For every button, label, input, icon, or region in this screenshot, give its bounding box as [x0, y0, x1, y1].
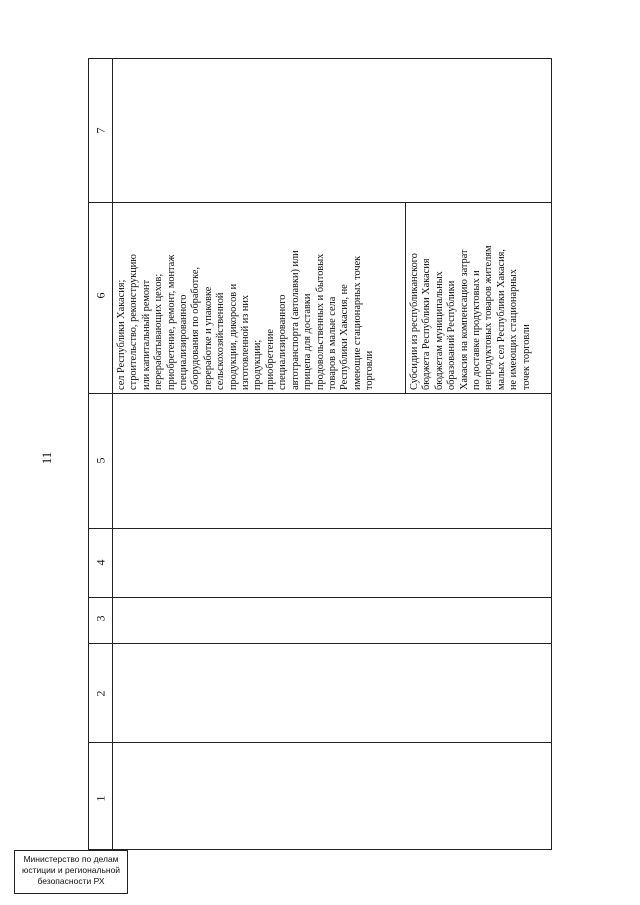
column-header-7: 7	[93, 127, 108, 134]
column-divider-4-3	[89, 597, 551, 598]
stamp-line-2: юстиции и региональной	[21, 865, 121, 875]
column-header-3: 3	[93, 615, 108, 622]
stamp-line-1: Министерство по делам	[23, 854, 119, 864]
column-divider-7-6	[89, 202, 551, 203]
column-header-1: 1	[93, 795, 108, 802]
column-header-5: 5	[93, 457, 108, 464]
column-divider-6-5	[89, 393, 551, 394]
header-column-divider	[112, 59, 113, 849]
row-divider	[405, 202, 406, 393]
row1-col6-text: сел Республики Хакасия; строительство, реконструкцию или капитальный ремонт перерабатывающих цехов; приобретение, ремонт, монтаж специализированного оборудования по обработке, переработке и упаковке сельскохозяйственной продукции, дикоросов и изготовленной из них продукции; приобретение специализированного автотранспорта (автолавки) или прицепа для доставки продовольственных и бытовых товаров в малые села Республики Хакасия, не имеющие стационарных точек торговли	[116, 250, 376, 390]
page-number: 11	[39, 451, 54, 465]
column-header-2: 2	[93, 690, 108, 697]
column-header-6: 6	[93, 292, 108, 299]
ministry-stamp	[14, 850, 128, 894]
column-header-4: 4	[93, 559, 108, 566]
stamp-line-3: безопасности РХ	[37, 876, 105, 886]
row2-col6-text: Субсидии из республиканского бюджета Республики Хакасия бюджетам муниципальных образований Республики Хакасия на компенсацию затрат по доставке продуктовых и непродуктовых товаров жителям малых сел Республики Хакасия, не имеющих стационарных точек торговли	[409, 245, 532, 390]
table	[88, 58, 552, 850]
column-divider-3-2	[89, 643, 551, 644]
column-divider-2-1	[89, 742, 551, 743]
column-divider-5-4	[89, 528, 551, 529]
